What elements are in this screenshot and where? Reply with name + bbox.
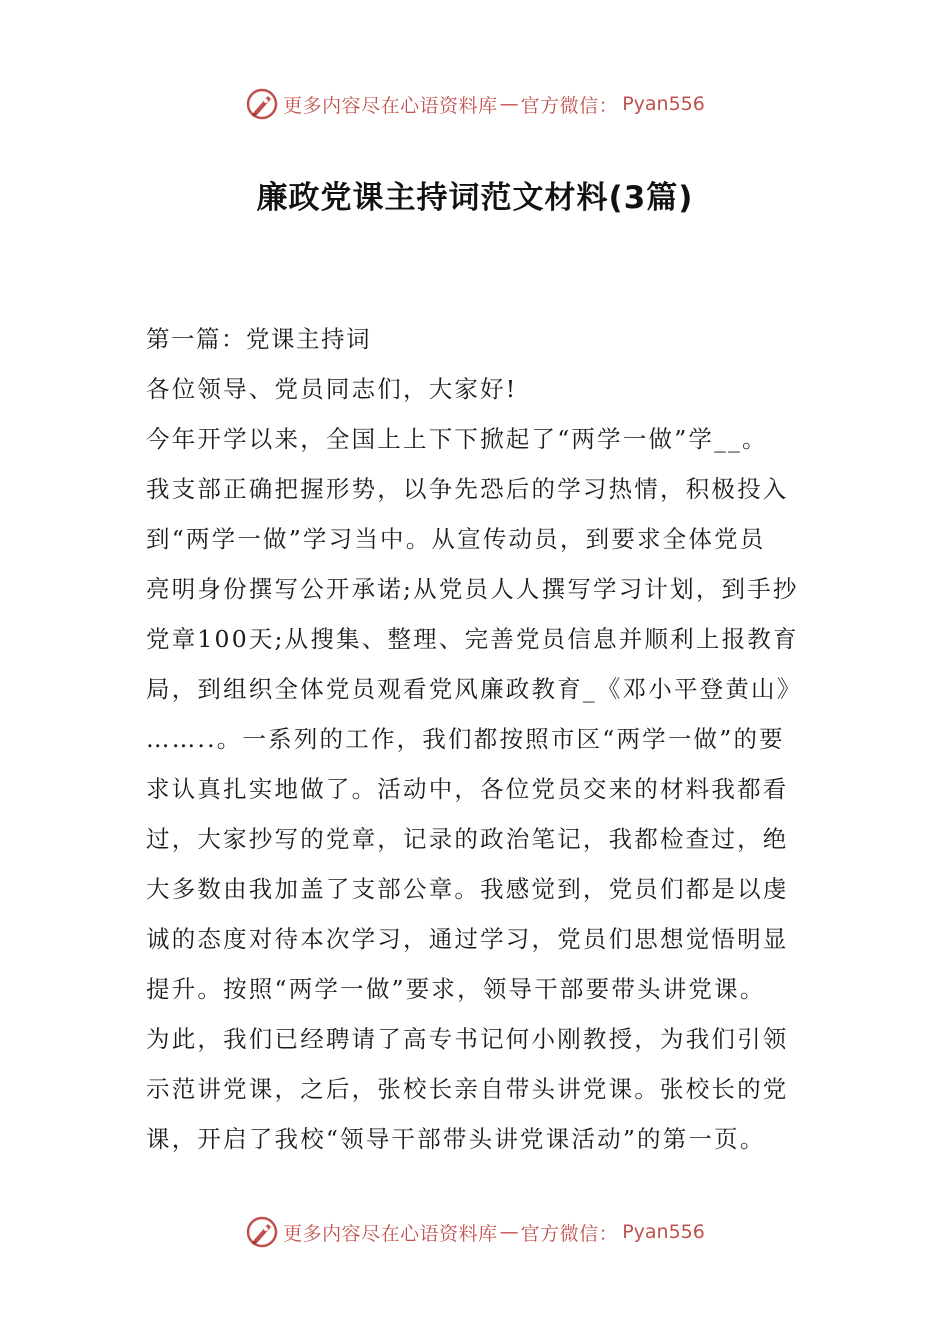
section-heading: 第一篇：党课主持词: [146, 325, 371, 353]
banner-wechat-id: Pyan556: [622, 93, 705, 115]
text-line: 过，大家抄写的党章，记录的政治笔记，我都检查过，绝: [146, 825, 789, 853]
banner-separator: —: [499, 93, 519, 115]
document-title: 廉政党课主持词范文材料(3篇): [256, 180, 694, 216]
text-line: 今年开学以来，全国上上下下掀起了“两学一做”学__。: [146, 425, 768, 453]
text-line: 诚的态度对待本次学习，通过学习，党员们思想觉悟明显: [146, 925, 789, 953]
text-line: 局，到组织全体党员观看党风廉政教育_《邓小平登黄山》: [146, 675, 803, 703]
text-line: 提升。按照“两学一做”要求，领导干部要带头讲党课。: [146, 975, 766, 1003]
footer-banner: [0, 1212, 950, 1252]
banner-official-label: 官方微信：: [520, 94, 619, 117]
header-banner: [0, 84, 950, 124]
text-line: 党章100天;从搜集、整理、完善党员信息并顺利上报教育: [146, 625, 799, 653]
banner-wechat-id: Pyan556: [622, 1221, 705, 1243]
banner-text: 更多内容尽在心语资料库: [283, 1222, 498, 1245]
text-line: 我支部正确把握形势，以争先恐后的学习热情，积极投入: [146, 475, 789, 503]
text-line: 为此，我们已经聘请了高专书记何小刚教授，为我们引领: [146, 1025, 789, 1053]
text-line: ……..。一系列的工作，我们都按照市区“两学一做”的要: [146, 725, 785, 753]
text-line: 亮明身份撰写公开承诺;从党员人人撰写学习计划，到手抄: [146, 575, 799, 603]
text-line: 大多数由我加盖了支部公章。我感觉到，党员们都是以虔: [146, 875, 789, 903]
text-line: 课，开启了我校“领导干部带头讲党课活动”的第一页。: [146, 1125, 766, 1153]
text-line: 各位领导、党员同志们，大家好!: [146, 375, 518, 403]
banner-official-label: 官方微信：: [520, 1222, 619, 1245]
text-line: 示范讲党课，之后，张校长亲自带头讲党课。张校长的党: [146, 1075, 789, 1103]
text-line: 到“两学一做”学习当中。从宣传动员，到要求全体党员: [146, 525, 766, 553]
pen-logo-icon: [245, 1215, 279, 1249]
banner-text: 更多内容尽在心语资料库: [283, 94, 498, 117]
document-body: [146, 314, 810, 1164]
text-line: 求认真扎实地做了。活动中，各位党员交来的材料我都看: [146, 775, 789, 803]
banner-separator: —: [499, 1221, 519, 1243]
pen-logo-icon: [245, 87, 279, 121]
